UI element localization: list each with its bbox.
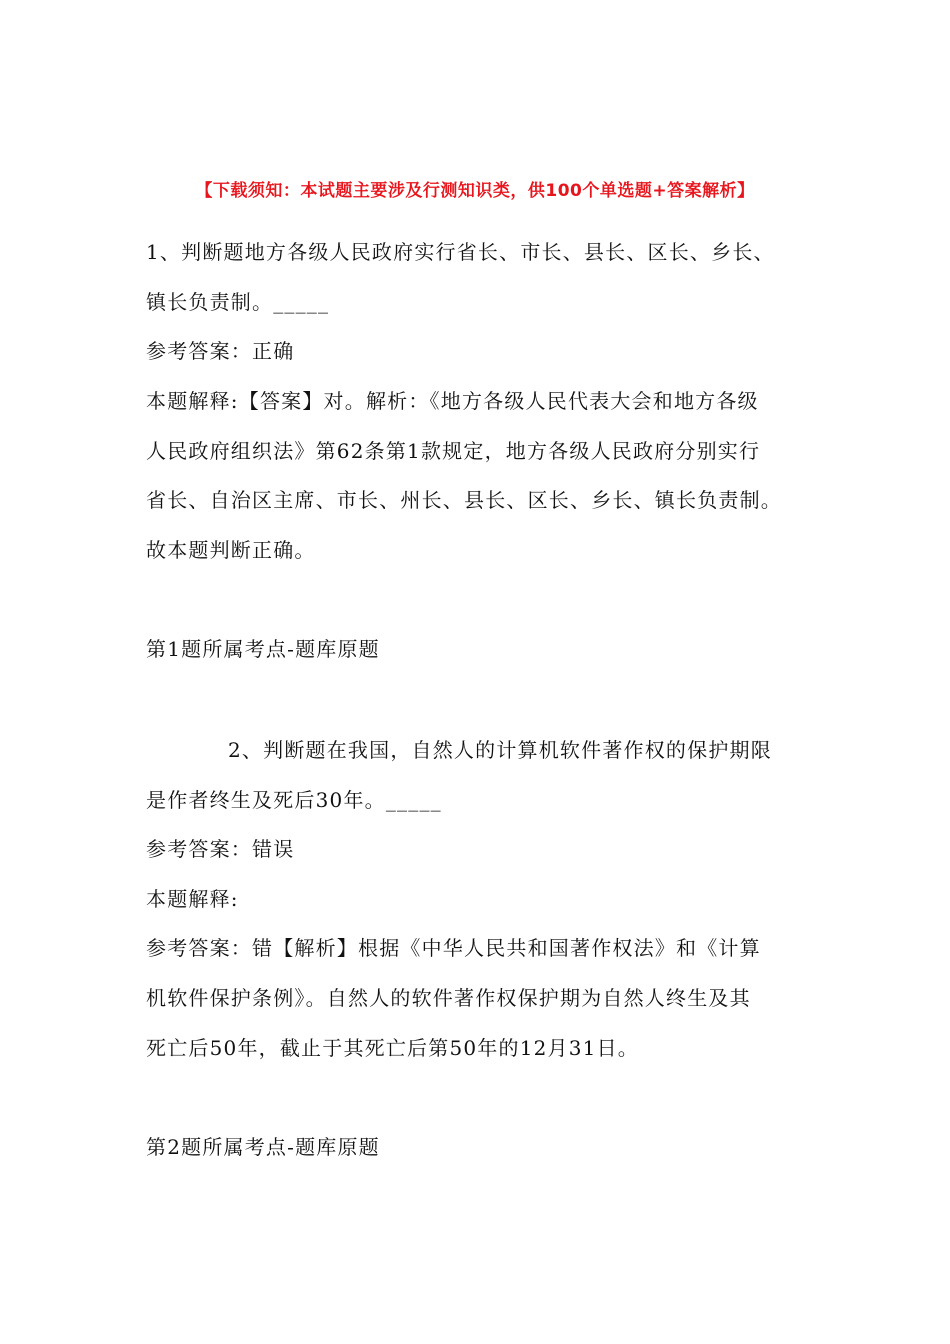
question-1-explanation-line-1: 本题解释:【答案】对。解析：《地方各级人民代表大会和地方各级	[146, 389, 759, 413]
download-notice: 【下载须知：本试题主要涉及行测知识类，供100个单选题+答案解析】	[195, 181, 755, 201]
question-1-topic: 第1题所属考点-题库原题	[146, 637, 380, 661]
question-2-topic: 第2题所属考点-题库原题	[146, 1135, 380, 1159]
question-1-explanation-line-2: 人民政府组织法》第62条第1款规定，地方各级人民政府分别实行	[146, 439, 761, 463]
question-2-explanation-line-3: 机软件保护条例》。自然人的软件著作权保护期为自然人终生及其	[146, 986, 751, 1010]
question-1-text-line-2: 镇长负责制。_____	[146, 290, 330, 314]
question-2-text-line-2: 是作者终生及死后30年。_____	[146, 788, 442, 812]
question-2-explanation-line-2: 参考答案：错【解析】根据《中华人民共和国著作权法》和《计算	[146, 936, 761, 960]
question-2-explanation-line-1: 本题解释:	[146, 887, 239, 911]
question-1-explanation-line-4: 故本题判断正确。	[146, 538, 316, 562]
question-1-explanation-line-3: 省长、自治区主席、市长、州长、县长、区长、乡长、镇长负责制。	[146, 488, 782, 512]
question-2-text-line-1: 2、判断题在我国，自然人的计算机软件著作权的保护期限	[228, 738, 772, 762]
question-1-text-line-1: 1、判断题地方各级人民政府实行省长、市长、县长、区长、乡长、	[146, 240, 775, 264]
question-1-answer: 参考答案：正确	[146, 339, 295, 363]
question-2-explanation-line-4: 死亡后50年，截止于其死亡后第50年的12月31日。	[146, 1036, 639, 1060]
question-2-answer: 参考答案：错误	[146, 837, 295, 861]
